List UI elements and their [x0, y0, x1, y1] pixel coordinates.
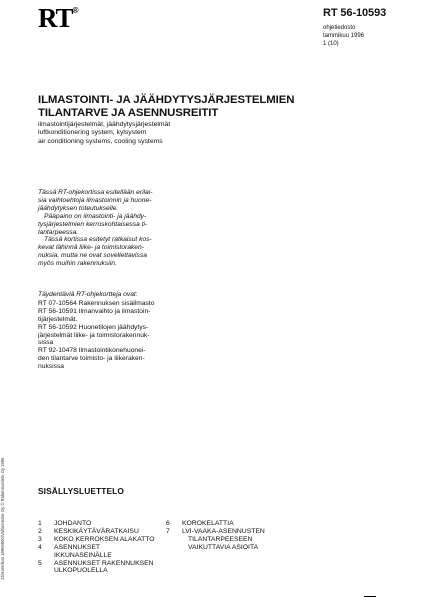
toc-item[interactable] [38, 544, 168, 560]
references-heading: Täydentäviä RT-ohjekortteja ovat: [38, 291, 138, 298]
toc-right-column [166, 520, 306, 552]
toc-item[interactable] [38, 536, 168, 544]
document-type: ohjetiedosto [323, 25, 356, 31]
title-line: ILMASTOINTI- JA JÄÄHDYTYSJÄRJESTELMIEN [38, 94, 295, 106]
toc-label: KESKIKÄYTÄVÄRATKAISU [54, 527, 139, 535]
title-line: TILANTARVE JA ASENNUSREITIT [38, 107, 219, 119]
registered-mark: ® [72, 6, 79, 15]
toc-number: 7 [166, 527, 170, 535]
toc-number: 6 [166, 520, 170, 527]
toc-label: LVI-VAAKA-ASENNUSTEN TILANTARPEESEEN VAIKUTTAVIA ASIOITA [182, 527, 265, 551]
abstract-paragraph: Pääpaino on ilmastointi- ja jäähdy- tysjärjestelmien kerroskohtaisessa ti- lantarpeessa. [38, 212, 148, 236]
toc-label: JOHDANTO [54, 520, 92, 527]
toc-left-column [38, 520, 168, 575]
toc-item[interactable] [166, 520, 306, 528]
keyword-line: ilmastointijärjestelmät, jäähdytysjärjestelmät [38, 121, 171, 128]
toc-label: KOKO KERROKSEN ALAKATTO [54, 535, 155, 543]
toc-number: 4 [38, 543, 42, 551]
toc-number: 1 [38, 520, 42, 527]
toc-label: ASENNUKSET RAKENNUKSEN ULKOPUOLELLA [54, 559, 154, 575]
toc-item[interactable] [166, 528, 306, 552]
toc-title: SISÄLLYSLUETTELO [38, 486, 124, 496]
margin-note [0, 280, 8, 600]
reference-item: RT 92-10478 Ilmastointikonehuonei- den tilantarve toimisto- ja liikeraken- nuksissa [38, 347, 146, 371]
document-number: RT 56-10593 [323, 7, 387, 19]
toc-label: KOROKELATTIA [182, 520, 234, 527]
toc-number: 2 [38, 527, 42, 535]
toc-item[interactable] [38, 528, 168, 536]
page-edge-mark [364, 596, 376, 600]
reference-item: RT 56-10591 Ilmanvaihto ja ilmastoin- tijärjestelmät. [38, 307, 151, 323]
abstract-paragraph: Tässä kortissa esitetyt ratkaisut kos- kevat lähinnä liike- ja toimistoraken- nuksia, mutta ne ovat sovellettavissa myös muihin rakennuksiin. [38, 236, 152, 268]
toc-item[interactable] [38, 560, 168, 576]
keyword-line: air conditioning systems, cooling systems [38, 137, 163, 145]
toc-item[interactable] [38, 520, 168, 528]
document-date: tammikuu 1996 [323, 33, 365, 39]
page-count: 1 (10) [323, 41, 339, 47]
keyword-line: luftkonditionering system, kylsystem [38, 129, 147, 137]
references [38, 291, 180, 371]
rt-logo: RT® [38, 3, 79, 33]
toc-number: 5 [38, 559, 42, 567]
toc-label: ASENNUKSET IKKUNASEINÄLLE [54, 543, 112, 559]
page-title [38, 94, 378, 120]
abstract-paragraph: Tässä RT-ohjekortissa esitellään erilai- sia vaihtoehtoja ilmastoinnin ja huone- jäähdytyksen toteutukselle. [38, 189, 153, 212]
reference-item: RT 56-10592 Huonetilojen jäähdytys- järjestelmät liike- ja toimistorakennuk- sissa [38, 323, 150, 347]
toc-number: 3 [38, 535, 42, 543]
abstract [38, 189, 178, 268]
document-meta [323, 24, 364, 48]
copyright-note: JJ/Hamrikus 18966600/Valtionrestie Oy © Rakennustieto Oy 1996 [0, 457, 5, 580]
keywords [38, 121, 338, 146]
reference-item: RT 07-10564 Rakennuksen sisäilmasto [38, 299, 155, 307]
